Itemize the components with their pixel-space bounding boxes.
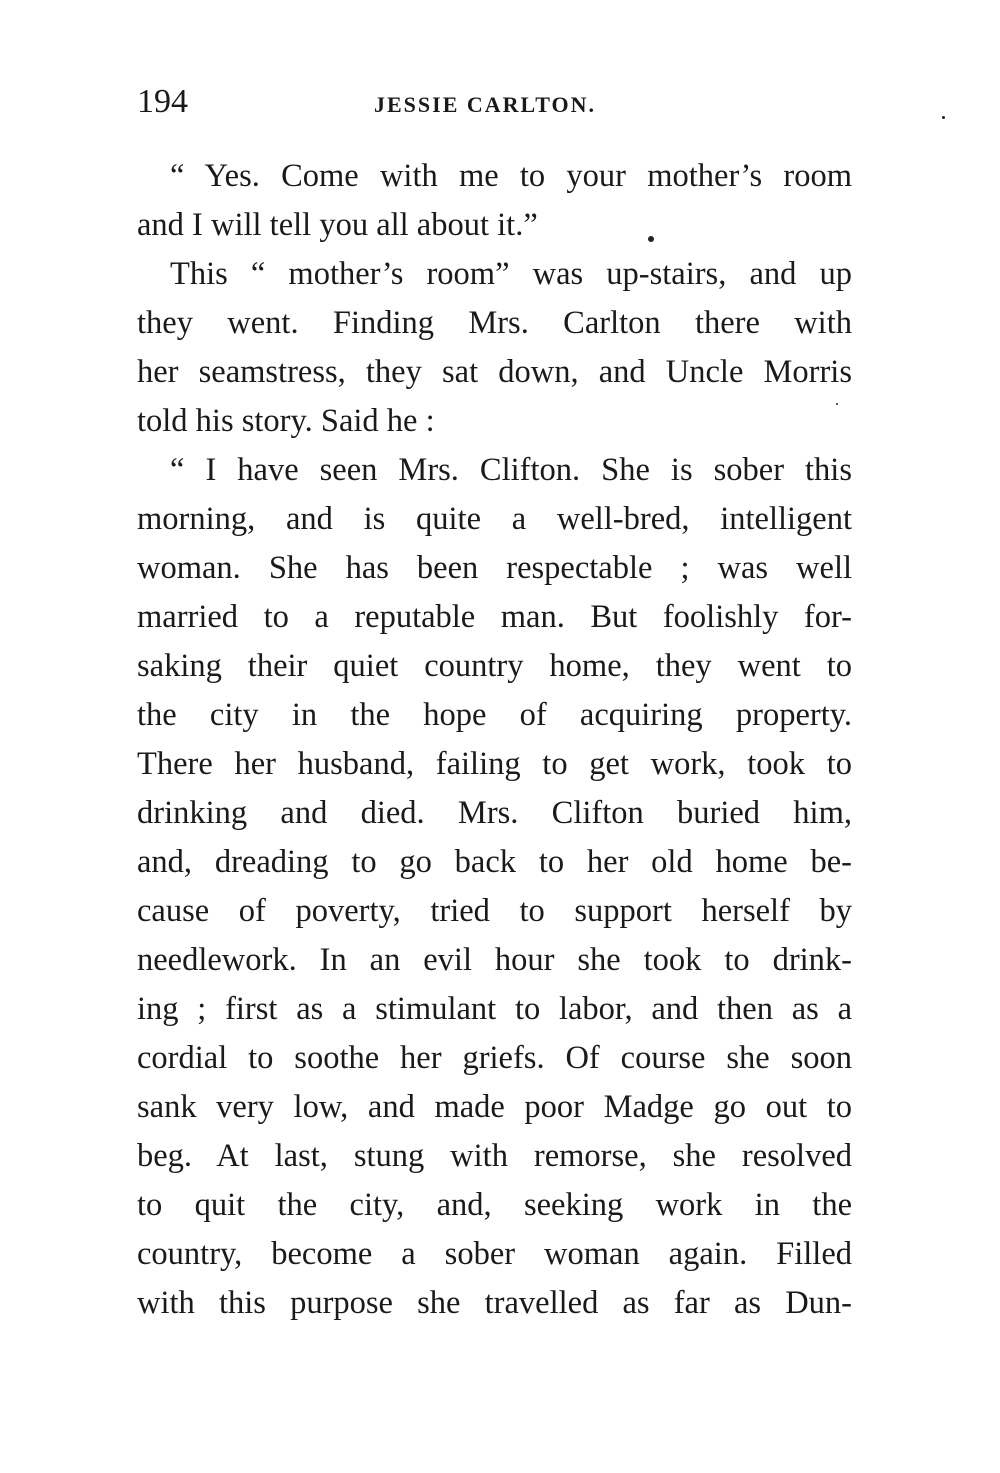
text-line: woman. She has been respectable ; was well — [137, 550, 852, 586]
text-line: saking their quiet country home, they went to — [137, 648, 852, 684]
text-line: beg. At last, stung with remorse, she resolved — [137, 1138, 852, 1174]
scan-speck — [836, 403, 838, 405]
text-line: and I will tell you all about it.” — [137, 207, 538, 243]
text-line: her seamstress, they sat down, and Uncle Morris — [137, 354, 852, 390]
text-line: to quit the city, and, seeking work in the — [137, 1187, 852, 1223]
text-line: cordial to soothe her griefs. Of course she soon — [137, 1040, 852, 1076]
text-line: cause of poverty, tried to support herself by — [137, 893, 852, 929]
text-line: with this purpose she travelled as far as Dun- — [137, 1285, 852, 1321]
scan-speck — [942, 116, 945, 119]
text-line: country, become a sober woman again. Filled — [137, 1236, 852, 1272]
text-line: This “ mother’s room” was up-stairs, and up — [170, 256, 852, 292]
text-line: they went. Finding Mrs. Carlton there with — [137, 305, 852, 341]
text-line: morning, and is quite a well-bred, intelligent — [137, 501, 852, 537]
text-line: told his story. Said he : — [137, 403, 435, 439]
text-line: drinking and died. Mrs. Clifton buried him, — [137, 795, 852, 831]
text-line: ing ; first as a stimulant to labor, and then as a — [137, 991, 852, 1027]
text-line: and, dreading to go back to her old home be- — [137, 844, 852, 880]
body-text — [137, 152, 852, 1328]
text-line: needlework. In an evil hour she took to drink- — [137, 942, 852, 978]
text-line: “ I have seen Mrs. Clifton. She is sober this — [170, 452, 852, 488]
text-line: There her husband, failing to get work, took to — [137, 746, 852, 782]
text-line: the city in the hope of acquiring property. — [137, 697, 852, 733]
text-line: married to a reputable man. But foolishly for- — [137, 599, 852, 635]
text-line: “ Yes. Come with me to your mother’s room — [170, 158, 852, 194]
running-title: JESSIE CARLTON. — [374, 92, 596, 117]
text-line: sank very low, and made poor Madge go out to — [137, 1089, 852, 1125]
scan-speck — [648, 236, 654, 242]
page-number: 194 — [137, 83, 188, 120]
